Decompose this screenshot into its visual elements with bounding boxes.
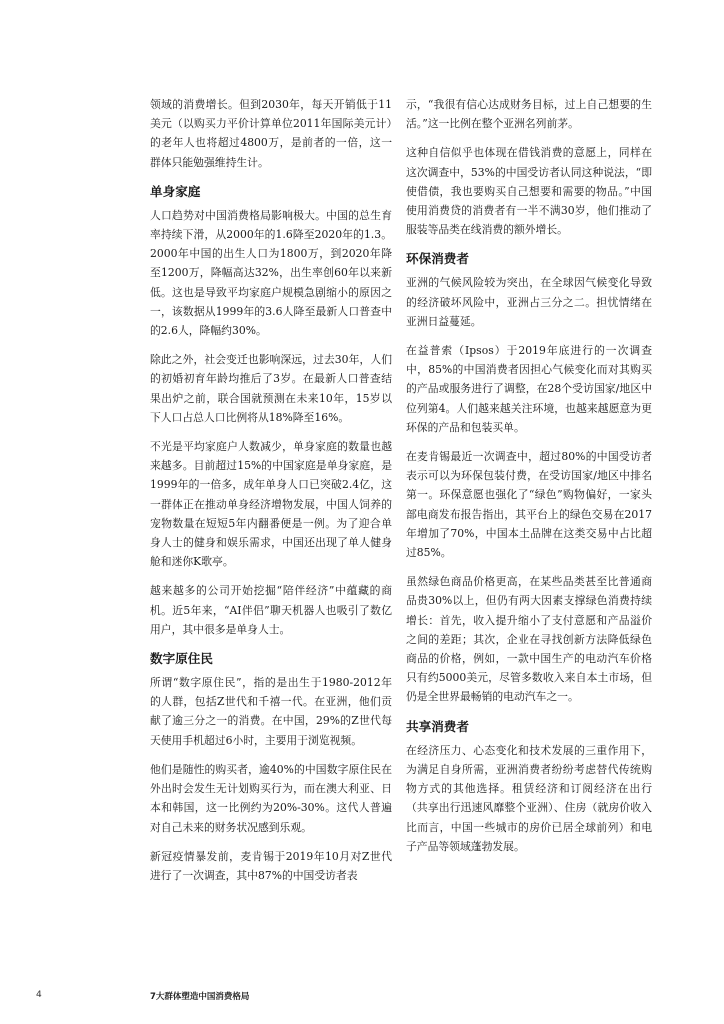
paragraph: 人口趋势对中国消费格局影响极大。中国的总生育率持续下滑，从2000年的1.6降至2020年的1.3。2000年中国的出生人口为1800万，到2020年降至1200万，降幅高达32%，出生率创60年以来新低。这也是导致平均家庭户规模急剧缩小的原因之一，该数据从1999年的3.6人降至最新人口普查中的2.6人，降幅约30%。	[150, 208, 392, 338]
paragraph: 示，“我很有信心达成财务目标，过上自己想要的生活。”这一比例在整个亚洲名列前茅。	[406, 98, 652, 131]
section-heading-single-households: 单身家庭	[150, 183, 201, 199]
paragraph: 亚洲的气候风险较为突出，在全球因气候变化导致的经济破坏风险中，亚洲占三分之二。担忧情绪在亚洲日益蔓延。	[406, 276, 652, 328]
paragraph: 所谓“数字原住民”，指的是出生于1980-2012年的人群，包括Z世代和千禧一代。在亚洲，他们贡献了逾三分之一的消费。在中国，29%的Z世代每天使用手机超过6小时，主要用于浏览视频。	[150, 676, 392, 747]
paragraph: 这种自信似乎也体现在借钱消费的意愿上，同样在这次调查中，53%的中国受访者认同这种说法，“即使借债，我也要购买自己想要和需要的物品。”中国使用消费贷的消费者有一半不满30岁，他们推动了服装等品类在线消费的额外增长。	[406, 146, 652, 237]
paragraph: 新冠疫情暴发前，麦肯锡于2019年10月对Z世代进行了一次调查，其中87%的中国受访者表	[150, 849, 392, 882]
footer-title: 7大群体塑造中国消费格局	[150, 992, 250, 1002]
paragraph: 在麦肯锡最近一次调查中，超过80%的中国受访者表示可以为环保包装付费，在受访国家/地区中排名第一。环保意愿也强化了“绿色”购物偏好，一家头部电商发布报告指出，其平台上的绿色交易在2017年增加了70%，中国本土品牌在这类交易中占比超过85%。	[406, 450, 652, 560]
paragraph: 越来越多的公司开始挖掘“陪伴经济”中蕴藏的商机。近5年来，“AI伴侣”聊天机器人也吸引了数亿用户，其中很多是单身人士。	[150, 584, 392, 636]
paragraph: 他们是随性的购买者，逾40%的中国数字原住民在外出时会发生无计划购买行为，而在澳大利亚、日本和韩国，这一比例约为20%-30%。这代人普遍对自己未来的财务状况感到乐观。	[150, 762, 392, 834]
paragraph: 除此之外，社会变迁也影响深远，过去30年，人们的初婚初育年龄均推后了3岁。在最新人口普查结果出炉之前，联合国就预测在未来10年，15岁以下人口占总人口比例将从18%降至16%。	[150, 353, 392, 424]
section-heading-sharing-consumers: 共享消费者	[406, 718, 469, 734]
paragraph: 在益普索（Ipsos）于2019年底进行的一次调查中，85%的中国消费者因担心气候变化而对其购买的产品或服务进行了调整，在28个受访国家/地区中位列第4。人们越来越关注环境，也越来越愿意为更环保的产品和包装买单。	[406, 344, 652, 434]
paragraph: 在经济压力、心态变化和技术发展的三重作用下，为满足自身所需，亚洲消费者纷纷考虑替代传统购物方式的其他选择。租赁经济和订阅经济在出行（共享出行迅速风靡整个亚洲）、住房（就房价收入比而言，中国一些城市的房价已居全球前列）和电子产品等领域蓬勃发展。	[406, 743, 652, 853]
paragraph: 不光是平均家庭户人数减少，单身家庭的数量也越来越多。目前超过15%的中国家庭是单身家庭，是1999年的一倍多，成年单身人口已突破2.4亿，这一群体正在推动单身经济增物发展，中国人饲养的宠物数量在短短5年内翻番便是一例。为了迎合单身人士的健身和娱乐需求，中国还出现了单人健身舱和迷你K歌亭。	[150, 440, 392, 569]
section-heading-eco-consumers: 环保消费者	[406, 251, 469, 267]
paragraph: 虽然绿色商品价格更高，在某些品类甚至比普通商品贵30%以上，但仍有两大因素支撑绿色消费持续增长：首先，收入提升缩小了支付意愿和产品溢价之间的差距；其次，企业在寻找创新方法降低绿色商品的价格，例如，一款中国生产的电动汽车价格只有约5000美元，尽管多数收入来自本土市场，但仍是全世界最畅销的电动汽车之一。	[406, 575, 652, 704]
paragraph: 领域的消费增长。但到2030年，每天开销低于11美元（以购买力平价计算单位2011年国际美元计）的老年人也将超过4800万，是前者的一倍，这一群体只能勉强维持生计。	[150, 98, 392, 169]
section-heading-digital-natives: 数字原住民	[150, 651, 213, 667]
right-column	[406, 95, 652, 866]
left-column	[150, 95, 392, 895]
page-number: 4	[36, 990, 42, 1000]
